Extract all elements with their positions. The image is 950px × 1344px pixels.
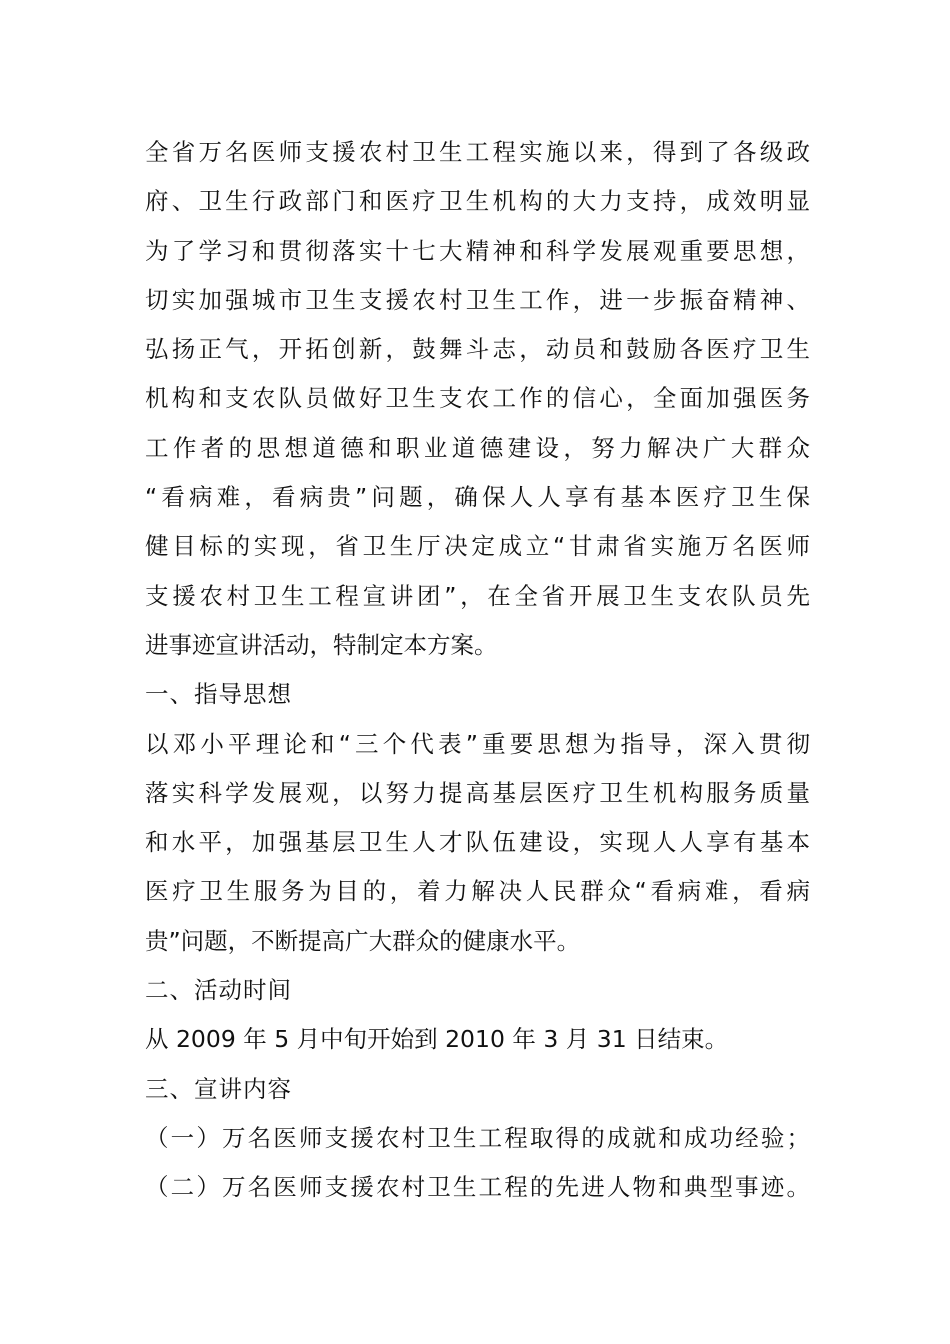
intro-line-11: 进事迹宣讲活动，特制定本方案。 <box>145 630 498 659</box>
section1-line-5: 贵”问题，不断提高广大群众的健康水平。 <box>145 926 581 955</box>
section1-line-2: 落实科学发展观，以努力提高基层医疗卫生机构服务质量 <box>145 778 810 807</box>
intro-line-10: 支援农村卫生工程宣讲团”，在全省开展卫生支农队员先 <box>145 581 810 610</box>
intro-line-8: “看病难，看病贵”问题，确保人人享有基本医疗卫生保 <box>145 483 810 512</box>
intro-line-5: 弘扬正气，开拓创新，鼓舞斗志，动员和鼓励各医疗卫生 <box>145 335 810 364</box>
intro-line-6: 机构和支农队员做好卫生支农工作的信心，全面加强医务 <box>145 384 810 413</box>
intro-line-7: 工作者的思想道德和职业道德建设，努力解决广大群众 <box>145 433 810 462</box>
lecture-content-item-2: （二）万名医师支援农村卫生工程的先进人物和典型事迹。 <box>145 1173 810 1202</box>
section1-line-3: 和水平，加强基层卫生人才队伍建设，实现人人享有基本 <box>145 828 810 857</box>
intro-line-2: 府、卫生行政部门和医疗卫生机构的大力支持，成效明显 <box>145 187 810 216</box>
section-heading-activity-time: 二、活动时间 <box>145 976 292 1005</box>
intro-line-1: 全省万名医师支援农村卫生工程实施以来，得到了各级政 <box>145 138 810 166</box>
section1-line-1: 以邓小平理论和“三个代表”重要思想为指导，深入贯彻 <box>145 729 810 758</box>
section-heading-guiding-ideology: 一、指导思想 <box>145 680 292 709</box>
intro-line-9: 健目标的实现，省卫生厅决定成立“甘肃省实施万名医师 <box>145 532 810 561</box>
section1-line-4: 医疗卫生服务为目的，着力解决人民群众“看病难，看病 <box>145 877 810 906</box>
intro-line-3: 为了学习和贯彻落实十七大精神和科学发展观重要思想， <box>145 236 810 265</box>
section-heading-lecture-content: 三、宣讲内容 <box>145 1074 292 1103</box>
lecture-content-item-1: （一）万名医师支援农村卫生工程取得的成就和成功经验； <box>145 1123 810 1152</box>
activity-time-text: 从 2009 年 5 月中旬开始到 2010 年 3 月 31 日结束。 <box>145 1025 729 1054</box>
document-body <box>145 128 810 1213</box>
intro-line-4: 切实加强城市卫生支援农村卫生工作，进一步振奋精神、 <box>145 285 810 314</box>
